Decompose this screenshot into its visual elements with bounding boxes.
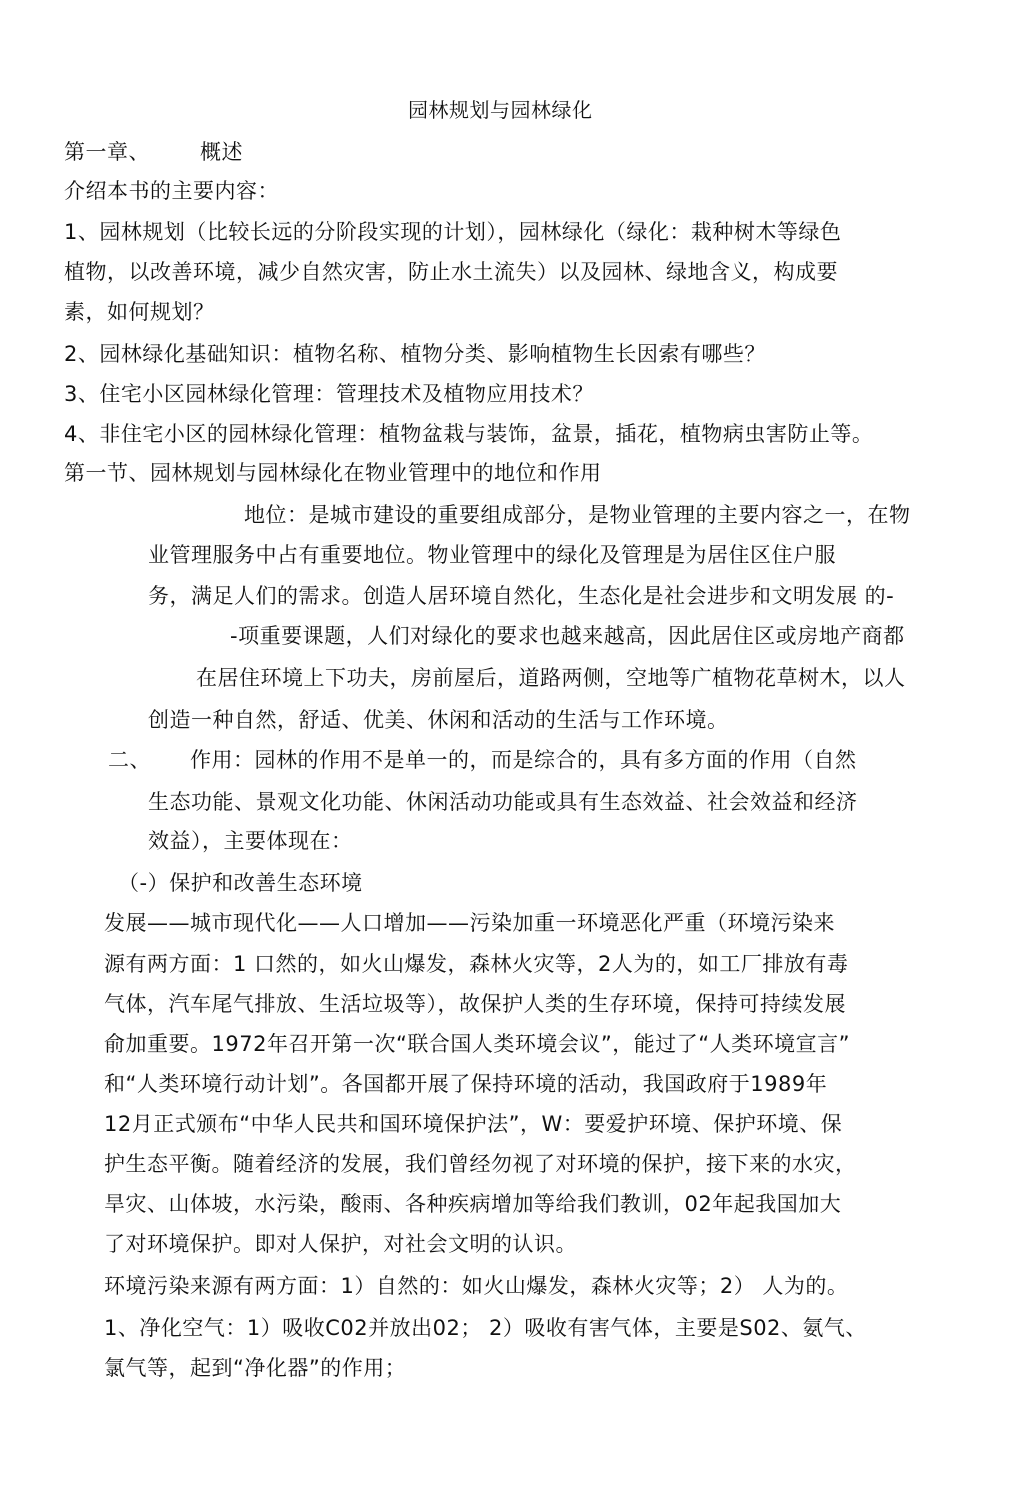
chapter-label: 第一章、 xyxy=(64,140,150,164)
subsection1-heading: （-）保护和改善生态环境 xyxy=(118,871,363,895)
development-line: 12月正式颁布“中华人民共和国环境保护法”，W：要爱护环境、保护环境、保 xyxy=(104,1112,843,1136)
role-line: 效益），主要体现在： xyxy=(148,829,353,853)
pollution-source-line: 环境污染来源有两方面：1）自然的：如火山爆发，森林火灾等；2） 人为的。 xyxy=(104,1274,849,1298)
section1-heading: 第一节、园林规划与园林绿化在物业管理中的地位和作用 xyxy=(64,461,602,485)
item4-line: 4、非住宅小区的园林绿化管理：植物盆栽与装饰，盆景，插花，植物病虫害防止等。 xyxy=(64,422,874,446)
intro-heading: 介绍本书的主要内容： xyxy=(64,179,279,203)
role-label: 二、 xyxy=(108,748,151,772)
position-line: 在居住环境上下功夫，房前屋后，道路两侧，空地等广植物花草树木，以人 xyxy=(196,666,906,690)
position-line: 务，满足人们的需求。创造人居环境自然化，生态化是社会进步和文明发展 的- xyxy=(148,584,895,608)
development-line: 旱灾、山体坡，水污染，酸雨、各种疾病增加等给我们教训，02年起我国加大 xyxy=(104,1192,842,1216)
position-line: 地位：是城市建设的重要组成部分，是物业管理的主要内容之一，在物 xyxy=(244,503,911,527)
development-line: 俞加重要。1972年召开第一次“联合国人类环境会议”，能过了“人类环境宣言” xyxy=(104,1032,850,1056)
role-line: 生态功能、景观文化功能、休闲活动功能或具有生态效益、社会效益和经济 xyxy=(148,790,858,814)
item2-line: 2、园林绿化基础知识：植物名称、植物分类、影响植物生长因索有哪些？ xyxy=(64,342,766,366)
document-title: 园林规划与园林绿化 xyxy=(408,98,593,122)
development-line: 源有两方面：1 口然的，如火山爆发，森林火灾等，2人为的，如工厂排放有毒 xyxy=(104,952,849,976)
development-line: 护生态平衡。随着经济的发展，我们曾经勿视了对环境的保护，接下来的水灾， xyxy=(104,1152,857,1176)
position-line: 业管理服务中占有重要地位。物业管理中的绿化及管理是为居住区住户服 xyxy=(148,543,836,567)
item1-line: 1、园林规划（比较长远的分阶段实现的计划），园林绿化（绿化：栽种树木等绿色 xyxy=(64,220,842,244)
item1-line: 植物，以改善环境，减少自然灾害，防止水土流失）以及园林、绿地含义，构成要 xyxy=(64,260,838,284)
role-line: 作用：园林的作用不是单一的，而是综合的，具有多方面的作用（自然 xyxy=(190,748,857,772)
item1-line: 素，如何规划？ xyxy=(64,300,215,324)
development-line: 气体，汽车尾气排放、生活垃圾等），故保护人类的生存环境，保持可持续发展 xyxy=(104,992,846,1016)
position-line: 创造一种自然，舒适、优美、休闲和活动的生活与工作环境。 xyxy=(148,708,729,732)
position-line: -项重要课题，人们对绿化的要求也越来越高，因此居住区或房地产商都 xyxy=(230,624,905,648)
development-line: 了对环境保护。即对人保护，对社会文明的认识。 xyxy=(104,1232,577,1256)
development-line: 发展——城市现代化——人口增加——污染加重一环境恶化严重（环境污染来 xyxy=(104,911,835,935)
item3-line: 3、住宅小区园林绿化管理：管理技术及植物应用技术？ xyxy=(64,382,594,406)
development-line: 和“人类环境行动计划”。各国都开展了保持环境的活动，我国政府于1989年 xyxy=(104,1072,828,1096)
air-purification-line: 氯气等，起到“净化器”的作用； xyxy=(104,1356,407,1380)
air-purification-line: 1、净化空气：1）吸收C02并放出02； 2）吸收有害气体，主要是S02、氨气、 xyxy=(104,1316,867,1340)
chapter-name: 概述 xyxy=(200,140,243,164)
